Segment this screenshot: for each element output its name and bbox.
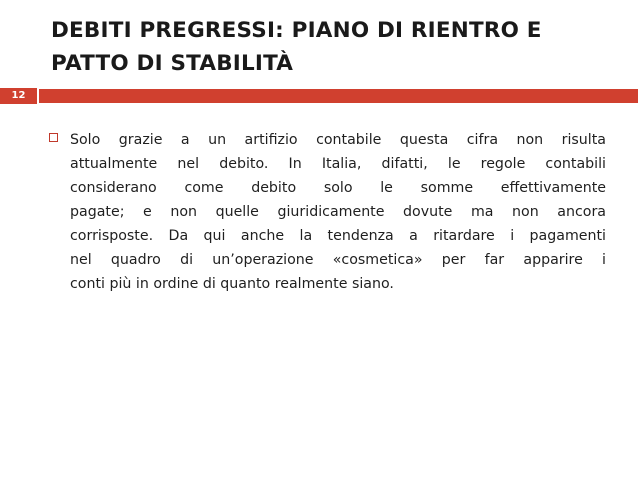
slide-title-line: DEBITI PREGRESSI: PIANO DI RIENTRO E <box>51 18 542 43</box>
bullet-line: nel quadro di un’operazione «cosmetica» per far apparire i <box>70 252 606 268</box>
bullet-line: considerano come debito solo le somme effettivamente <box>70 180 606 196</box>
slide-title <box>51 14 611 80</box>
square-bullet-icon <box>49 133 58 142</box>
bullet-line: Solo grazie a un artifizio contabile questa cifra non risulta <box>70 132 606 148</box>
bullet-line: corrisposte. Da qui anche la tendenza a ritardare i pagamenti <box>70 228 606 244</box>
bullet-line: attualmente nel debito. In Italia, difatti, le regole contabili <box>70 156 606 172</box>
slide-title-line: PATTO DI STABILITÀ <box>51 51 294 76</box>
bullet-line: pagate; e non quelle giuridicamente dovute ma non ancora <box>70 204 606 220</box>
bullet-text <box>70 128 606 296</box>
title-divider-bar <box>39 89 638 103</box>
bullet-line: conti più in ordine di quanto realmente siano. <box>70 276 394 292</box>
page-number-badge: 12 <box>0 88 37 104</box>
